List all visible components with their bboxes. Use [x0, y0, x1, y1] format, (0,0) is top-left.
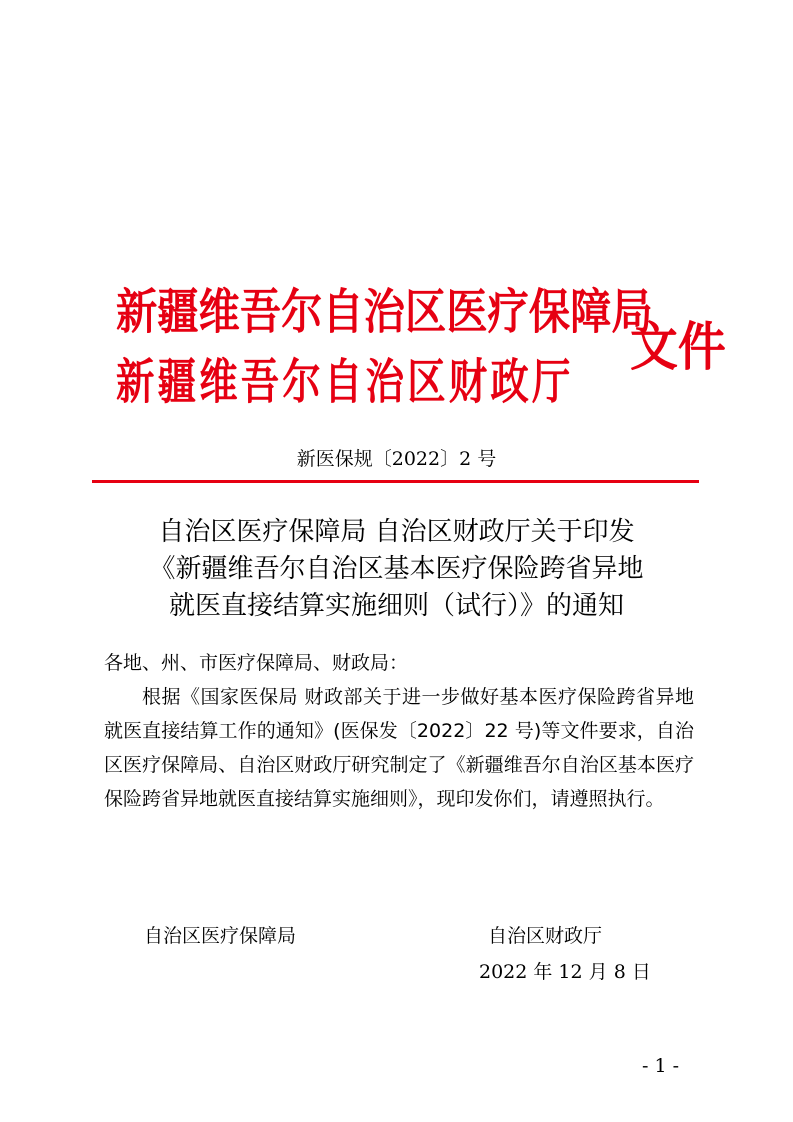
- document-number: 新医保规〔2022〕2 号: [296, 448, 497, 470]
- document-suffix: 文件: [630, 317, 726, 378]
- title-line-3: 就医直接结算实施细则（试行）》的通知: [168, 591, 624, 621]
- signature-medical-security-bureau: 自治区医疗保障局: [144, 925, 297, 947]
- issue-date: 2022 年 12 月 8 日: [479, 961, 651, 983]
- issuing-org-line-1: 新疆维吾尔自治区医疗保障局: [116, 284, 653, 340]
- issuing-org-line-2: 新疆维吾尔自治区财政厅: [116, 354, 574, 410]
- page-number: - 1 -: [642, 1055, 680, 1077]
- title-line-2: 《新疆维吾尔自治区基本医疗保险跨省异地: [149, 554, 644, 584]
- title-line-1: 自治区医疗保障局 自治区财政厅关于印发: [158, 517, 635, 547]
- body-paragraph: 根据《国家医保局 财政部关于进一步做好基本医疗保险跨省异地就医直接结算工作的通知》(医保发〔2022〕22 号)等文件要求，自治区医疗保障局、自治区财政厅研究制定了《新疆维吾尔自治区基本医疗保险跨省异地就医直接结算实施细则》，现印发你们，请遵照执行。: [104, 686, 694, 810]
- signature-finance-department: 自治区财政厅: [488, 925, 603, 947]
- red-divider: [92, 480, 699, 483]
- salutation: 各地、州、市医疗保障局、财政局：: [104, 652, 409, 674]
